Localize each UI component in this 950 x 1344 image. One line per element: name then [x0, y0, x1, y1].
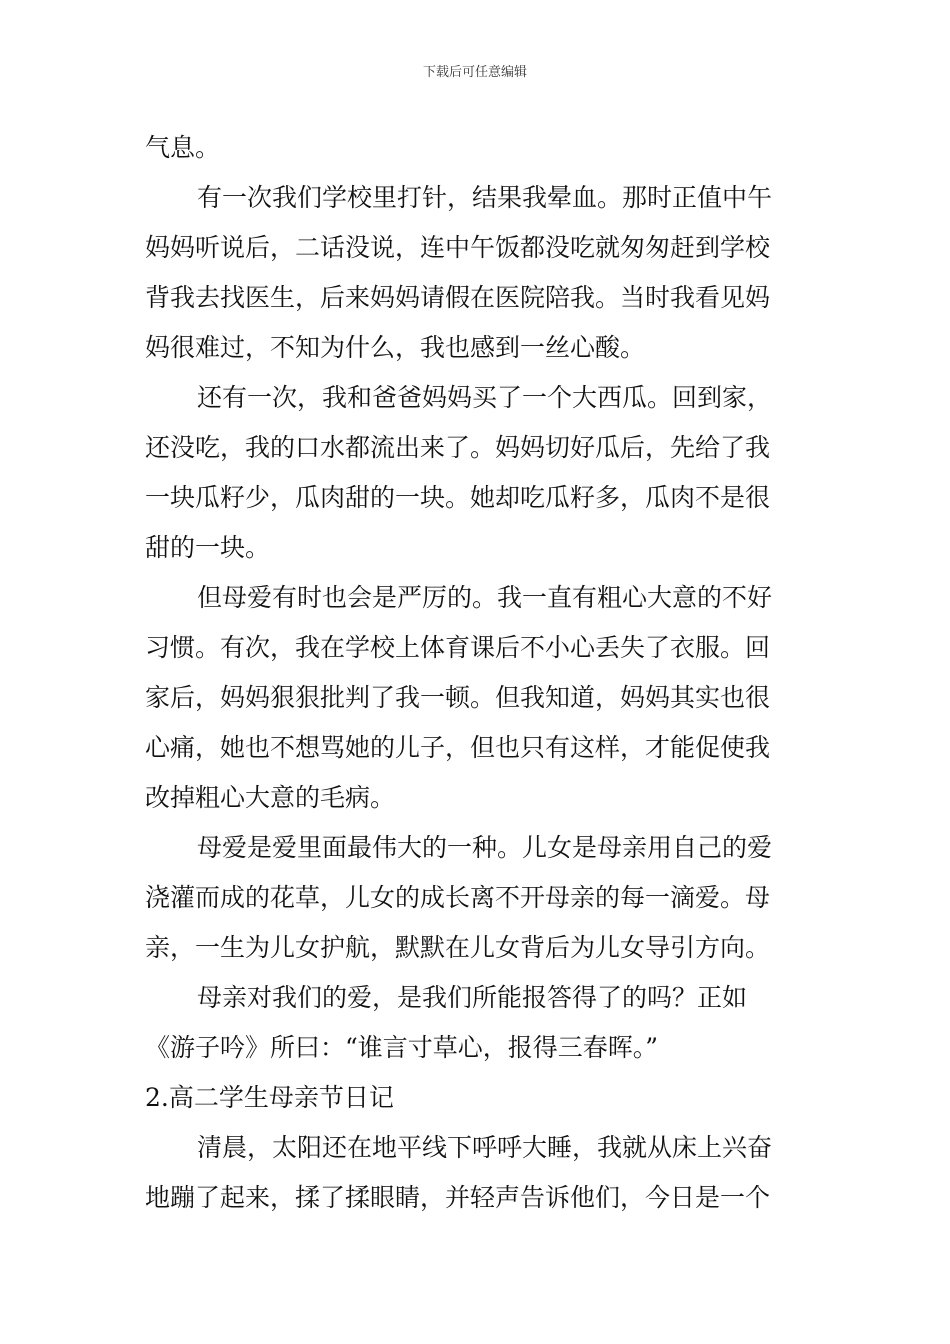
page-header: 下载后可任意编辑 — [422, 65, 527, 80]
text-line: 清晨，太阳还在地平线下呼呼大睡，我就从床上兴奋 — [197, 1133, 773, 1162]
paragraph-greatest-love — [145, 823, 807, 973]
text-line: 亲，一生为儿女护航，默默在儿女背后为儿女导引方向。 — [145, 933, 771, 962]
text-line: 《游子吟》所曰：“谁言寸草心，报得三春晖。” — [145, 1033, 659, 1062]
text-line: 还没吃，我的口水都流出来了。妈妈切好瓜后，先给了我 — [145, 433, 771, 462]
paragraph-fainting — [145, 173, 807, 373]
section-heading — [145, 1073, 807, 1123]
text-line: 一块瓜籽少，瓜肉甜的一块。她却吃瓜籽多，瓜肉不是很 — [145, 483, 771, 512]
paragraph-strict-love — [145, 573, 807, 823]
text-line: 母爱是爱里面最伟大的一种。儿女是母亲用自己的爱 — [197, 833, 773, 862]
paragraph-morning — [145, 1123, 807, 1223]
paragraph-continuation — [145, 123, 807, 173]
text-line: 妈妈听说后，二话没说，连中午饭都没吃就匆匆赶到学校 — [145, 233, 771, 262]
text-line: 还有一次，我和爸爸妈妈买了一个大西瓜。回到家， — [197, 383, 773, 412]
text-line: 家后，妈妈狠狠批判了我一顿。但我知道，妈妈其实也很 — [145, 683, 771, 712]
text-line: 妈很难过，不知为什么，我也感到一丝心酸。 — [145, 333, 646, 362]
text-line: 心痛，她也不想骂她的儿子，但也只有这样，才能促使我 — [145, 733, 771, 762]
text-line: 甜的一块。 — [145, 533, 271, 562]
text-line: 有一次我们学校里打针，结果我晕血。那时正值中午 — [197, 183, 773, 212]
text-line: 地蹦了起来，揉了揉眼睛，并轻声告诉他们，今日是一个 — [145, 1183, 771, 1212]
text-line: 改掉粗心大意的毛病。 — [145, 783, 396, 812]
text-line: 但母爱有时也会是严厉的。我一直有粗心大意的不好 — [197, 583, 773, 612]
text-line: 2.高二学生母亲节日记 — [145, 1083, 394, 1112]
paragraph-poem-quote — [145, 973, 807, 1073]
document-body — [145, 123, 807, 1223]
text-line: 母亲对我们的爱，是我们所能报答得了的吗？正如 — [197, 983, 748, 1012]
text-line: 背我去找医生，后来妈妈请假在医院陪我。当时我看见妈 — [145, 283, 771, 312]
text-line: 习惯。有次，我在学校上体育课后不小心丢失了衣服。回 — [145, 633, 771, 662]
paragraph-watermelon — [145, 373, 807, 573]
text-line: 浇灌而成的花草，儿女的成长离不开母亲的每一滴爱。母 — [145, 883, 771, 912]
text-line: 气息。 — [145, 133, 221, 162]
